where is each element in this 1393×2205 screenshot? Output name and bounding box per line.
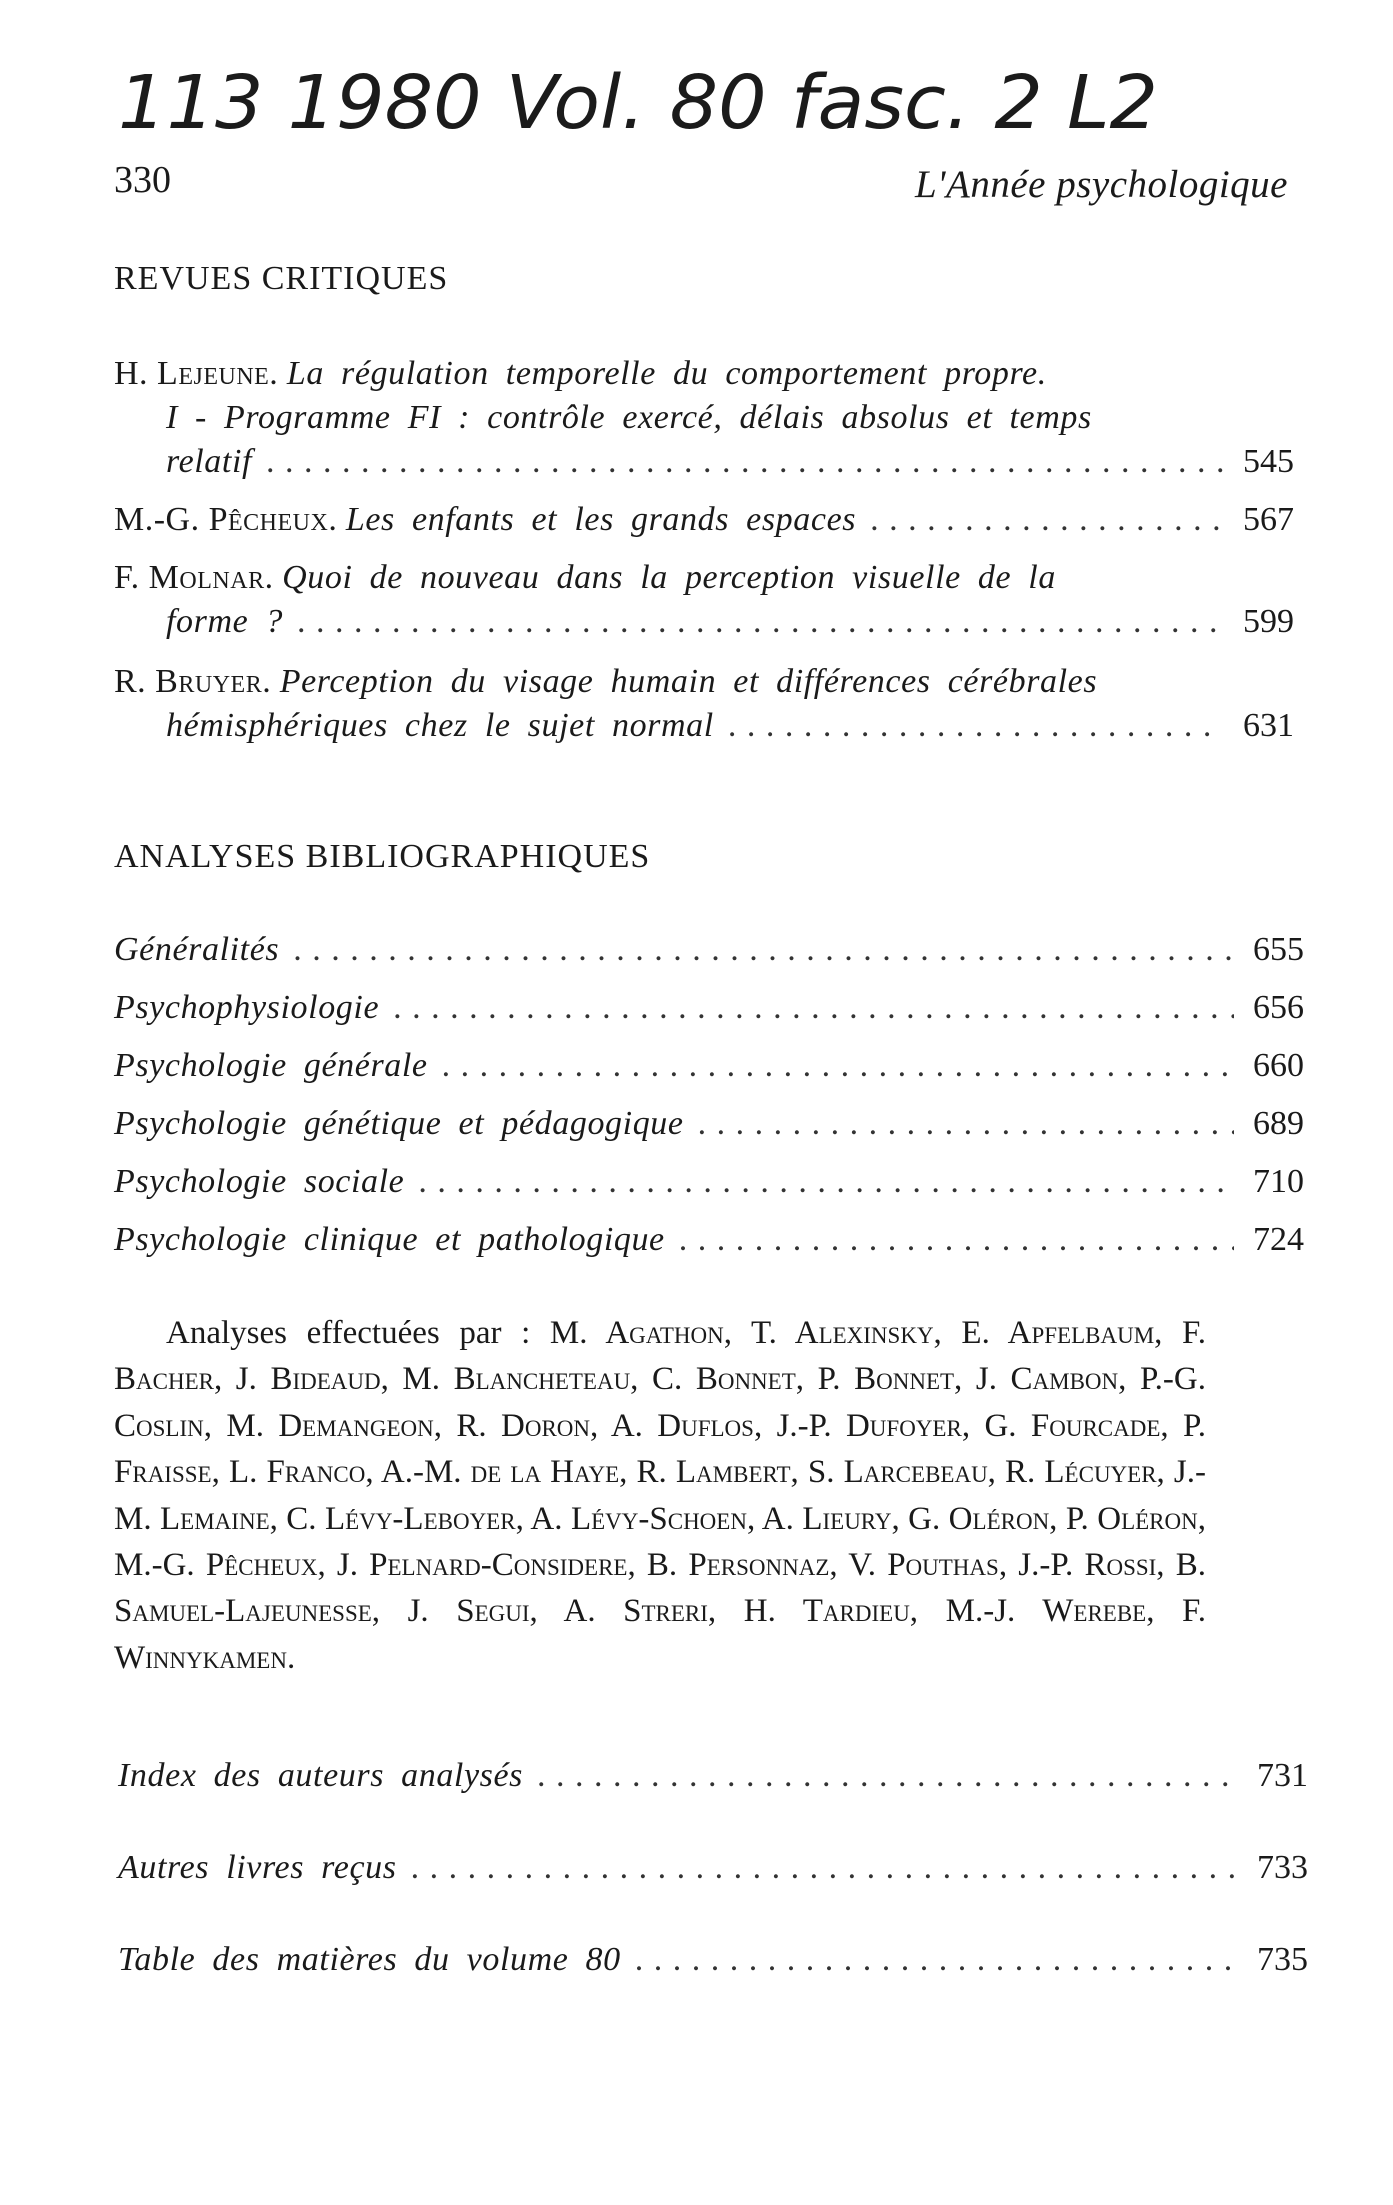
review-page: 631 — [1243, 707, 1294, 744]
category-entry — [114, 1102, 1304, 1146]
category-label: Psychologie sociale — [114, 1163, 405, 1200]
analysts-names: M. Agathon, T. Alexinsky, E. Apfelbaum, F. Bacher, J. Bideaud, M. Blancheteau, C. Bonnet, P. Bonnet, J. Cambon, P.-G. Coslin, M. Demangeon, R. Doron, A. Duflos, J.-P. Dufoyer, G. Fourcade, P. Fraisse, L. Franco, A.-M. de la Haye, R. Lambert, S. Larcebeau, R. Lécuyer, J.-M. Lemaine, C. Lévy-Leboyer, A. Lévy-Schoen, A. Lieury, G. Oléron, P. Oléron, M.-G. Pêcheux, J. Pelnard-Considere, B. Personnaz, V. Pouthas, J.-P. Rossi, B. Samuel-Lajeunesse, J. Segui, A. Streri, H. Tardieu, M.-J. Werebe, F. Winnykamen. — [114, 1315, 1206, 1676]
review-title-line: Quoi de nouveau dans la perception visuelle de la — [282, 559, 1056, 596]
review-page: 545 — [1243, 443, 1294, 480]
review-entry — [114, 352, 1294, 484]
section-title-analyses-bibliographiques: ANALYSES BIBLIOGRAPHIQUES — [114, 838, 651, 875]
category-entry — [114, 928, 1304, 972]
back-matter-entry — [118, 1938, 1308, 1982]
review-title-line: hémisphériques chez le sujet normal — [166, 707, 714, 744]
dot-leader — [698, 1102, 1234, 1146]
category-page: 710 — [1253, 1163, 1304, 1200]
review-author: R. Bruyer. — [114, 663, 272, 700]
category-page: 656 — [1253, 989, 1304, 1026]
back-matter-label: Table des matières du volume 80 — [118, 1941, 621, 1978]
back-matter-label: Autres livres reçus — [118, 1849, 397, 1886]
review-author: M.-G. Pêcheux. — [114, 501, 338, 538]
back-matter-page: 733 — [1257, 1849, 1308, 1886]
category-label: Psychologie générale — [114, 1047, 428, 1084]
review-title-line: I - Programme FI : contrôle exercé, délais absolus et temps — [166, 399, 1092, 436]
review-title-line: forme ? — [166, 603, 284, 640]
review-entry — [114, 556, 1294, 644]
back-matter-entry — [118, 1754, 1308, 1798]
dot-leader — [635, 1938, 1238, 1982]
category-page: 660 — [1253, 1047, 1304, 1084]
dot-leader — [679, 1218, 1234, 1262]
dot-leader — [442, 1044, 1234, 1088]
review-title-line: Les enfants et les grands espaces — [345, 501, 857, 538]
back-matter-page: 735 — [1257, 1941, 1308, 1978]
category-entry — [114, 1160, 1304, 1204]
review-entry — [114, 660, 1294, 748]
running-head: L'Année psychologique — [914, 163, 1288, 206]
review-page: 567 — [1243, 501, 1294, 538]
category-label: Psychophysiologie — [114, 989, 380, 1026]
dot-leader — [537, 1754, 1238, 1798]
back-matter-entry — [118, 1846, 1308, 1890]
dot-leader — [293, 928, 1234, 972]
category-page: 655 — [1253, 931, 1304, 968]
review-page: 599 — [1243, 603, 1294, 640]
dot-leader — [418, 1160, 1234, 1204]
dot-leader — [870, 498, 1224, 542]
back-matter-page: 731 — [1257, 1757, 1308, 1794]
category-label: Généralités — [114, 931, 280, 968]
review-author: F. Molnar. — [114, 559, 274, 596]
dot-leader — [728, 704, 1224, 748]
handwritten-note-text: 113 1980 Vol. 80 fasc. 2 L2 — [118, 60, 1158, 146]
review-title-line: Perception du visage humain et différences cérébrales — [279, 663, 1098, 700]
category-page: 689 — [1253, 1105, 1304, 1142]
handwritten-note — [118, 58, 1178, 148]
analysts-intro: Analyses effectuées par : — [166, 1315, 531, 1351]
review-entry — [114, 498, 1294, 542]
section-title-revues-critiques: REVUES CRITIQUES — [114, 260, 449, 297]
dot-leader — [411, 1846, 1238, 1890]
category-page: 724 — [1253, 1221, 1304, 1258]
review-title-line: La régulation temporelle du comportement propre. — [286, 355, 1047, 392]
category-entry — [114, 1218, 1304, 1262]
dot-leader — [393, 986, 1234, 1030]
category-entry — [114, 1044, 1304, 1088]
category-label: Psychologie clinique et pathologique — [114, 1221, 665, 1258]
dot-leader — [266, 440, 1224, 484]
review-author: H. Lejeune. — [114, 355, 279, 392]
analysts-paragraph — [114, 1310, 1206, 1681]
dot-leader — [297, 600, 1224, 644]
review-title-line: relatif — [166, 443, 253, 480]
back-matter-label: Index des auteurs analysés — [118, 1757, 524, 1794]
page-number: 330 — [114, 159, 171, 201]
category-entry — [114, 986, 1304, 1030]
category-label: Psychologie génétique et pédagogique — [114, 1105, 684, 1142]
